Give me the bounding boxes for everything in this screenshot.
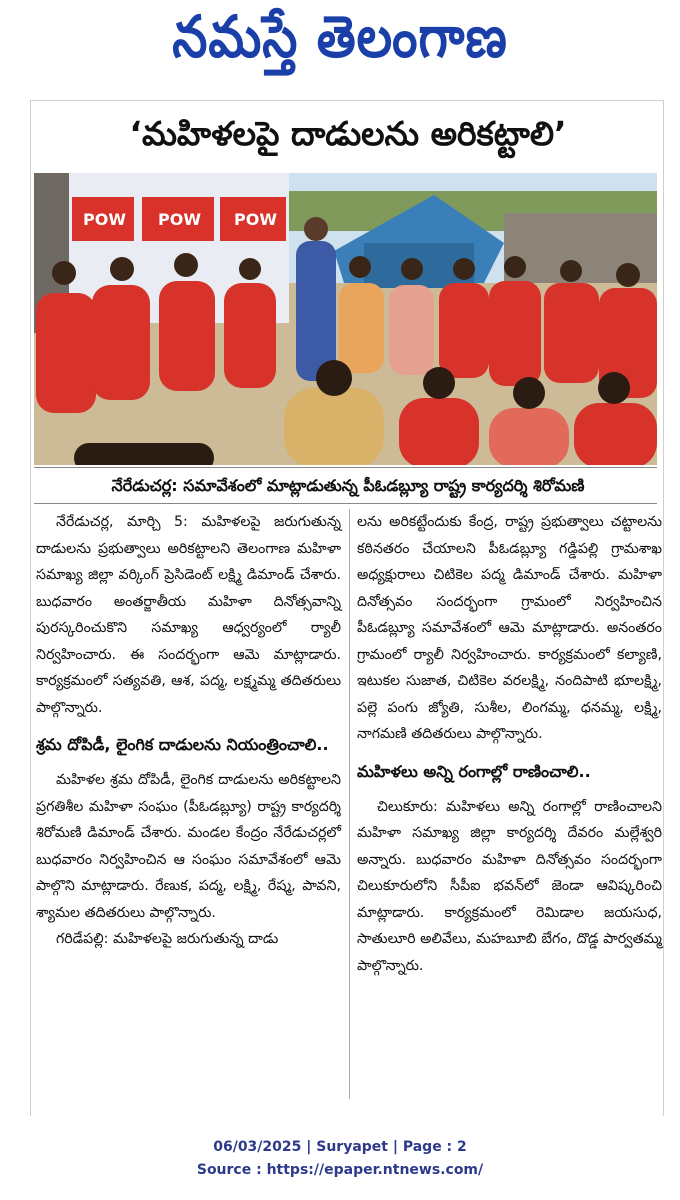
newspaper-logo: నమస్తే తెలంగాణ [172, 3, 508, 70]
article-photo [34, 173, 657, 465]
column-divider [349, 509, 350, 1099]
right-paragraph-2: చిలుకూరు: మహిళలు అన్ని రంగాల్లో రాణించాలని మహిళా సమాఖ్య జిల్లా కార్యదర్శి దేవరం మల్లేశ్వరి అన్నారు. బుధవారం మహిళా దినోత్సవం సందర్భంగా చిలుకూరులోని సీపీఐ భవన్‌లో జెండా ఆవిష్కరించి మాట్లాడారు. కార్యక్రమంలో రెమిడాల జయసుధ, సాతులూరి అలివేలు, మహబూబి బేగం, దొడ్డ పార్వతమ్మ పాల్గొన్నారు. [357, 798, 662, 974]
left-paragraph-2: మహిళల శ్రమ దోపిడీ, లైంగిక దాడులను అరికట్టాలని ప్రగతిశీల మహిళా సంఘం (పీఓడబ్ల్యూ) రాష్ట్ర కార్యదర్శి శిరోమణి డిమాండ్ చేశారు. మండల కేంద్రం నేరేడుచర్లలో బుధవారం నిర్వహించిన ఆ సంఘం సమావేశంలో ఆమె పాల్గొని మాట్లాడారు. రేణుక, పద్మ, లక్ష్మి, రేష్మ, పావని, శ్యామల తదితరులు పాల్గొన్నారు. [36, 772, 341, 921]
photo-caption: నేరేడుచర్ల: సమావేశంలో మాట్లాడుతున్న పీఓడబ్ల్యూ రాష్ట్ర కార్యదర్శి శిరోమణి [111, 476, 585, 495]
masthead [0, 0, 680, 88]
page-footer [0, 1136, 680, 1182]
left-subheading: శ్రమ దోపిడీ, లైంగిక దాడులను నియంత్రించాలి.. [36, 735, 329, 754]
caption-top-rule [34, 467, 657, 468]
caption-bottom-rule [34, 503, 657, 504]
left-paragraph-3: గరిడేపల్లి: మహిళలపై జరుగుతున్న దాడు [56, 931, 279, 947]
article-headline: ‘మహిళలపై దాడులను అరికట్టాలి’ [129, 114, 567, 153]
article-column-right [357, 509, 662, 979]
footer-date-edition: 06/03/2025 | Suryapet | Page : 2 [213, 1139, 467, 1155]
banner-text-1: POW [83, 210, 126, 229]
article-column-left [36, 509, 341, 953]
banner-text-3: POW [234, 210, 277, 229]
left-paragraph-1: నేరేడుచర్ల, మార్చి 5: మహిళలపై జరుగుతున్న దాడులను ప్రభుత్వాలు అరికట్టాలని తెలంగాణ మహిళా సమాఖ్య జిల్లా వర్కింగ్ ప్రెసిడెంట్ లక్ష్మి డిమాండ్ చేశారు. బుధవారం అంతర్జాతీయ మహిళా దినోత్సవాన్ని పురస్కరించుకొని సమాఖ్య ఆధ్వర్యంలో ర్యాలీ నిర్వహించారు. ఈ సందర్భంగా ఆమె మాట్లాడారు. కార్యక్రమంలో సత్యవతి, ఆశ, పద్మ, లక్ష్మమ్మ తదితరులు పాల్గొన్నారు. [36, 514, 341, 716]
meeting-photo-illustration [34, 173, 657, 465]
footer-source-link[interactable]: Source : https://epaper.ntnews.com/ [196, 1162, 484, 1178]
right-paragraph-1: లను అరికట్టేందుకు కేంద్ర, రాష్ట్ర ప్రభుత్వాలు చట్టాలను కఠినతరం చేయాలని పీఓడబ్ల్యూ గడ్డిపల్లి గ్రామశాఖ అధ్యక్షురాలు చిటికెల పద్మ డిమాండ్ చేశారు. మహిళా దినోత్సవం సందర్భంగా గ్రామంలో నిర్వహించిన పీఓడబ్ల్యూ సమావేశంలో ఆమె మాట్లాడారు. అనంతరం గ్రామంలో ర్యాలీ నిర్వహించారు. కార్యక్రమంలో కల్యాణి, ఇటుకల సుజాత, చిటికెల వరలక్ష్మి, నందిపాటి భూలక్ష్మి, పల్లె పంగు జ్యోతి, సుశీల, లింగమ్మ, ధనమ్మ, లక్ష్మి, నాగమణి తదితరులు పాల్గొన్నారు. [357, 514, 662, 742]
right-subheading: మహిళలు అన్ని రంగాల్లో రాణించాలి.. [357, 761, 591, 781]
banner-text-2: POW [158, 210, 201, 229]
